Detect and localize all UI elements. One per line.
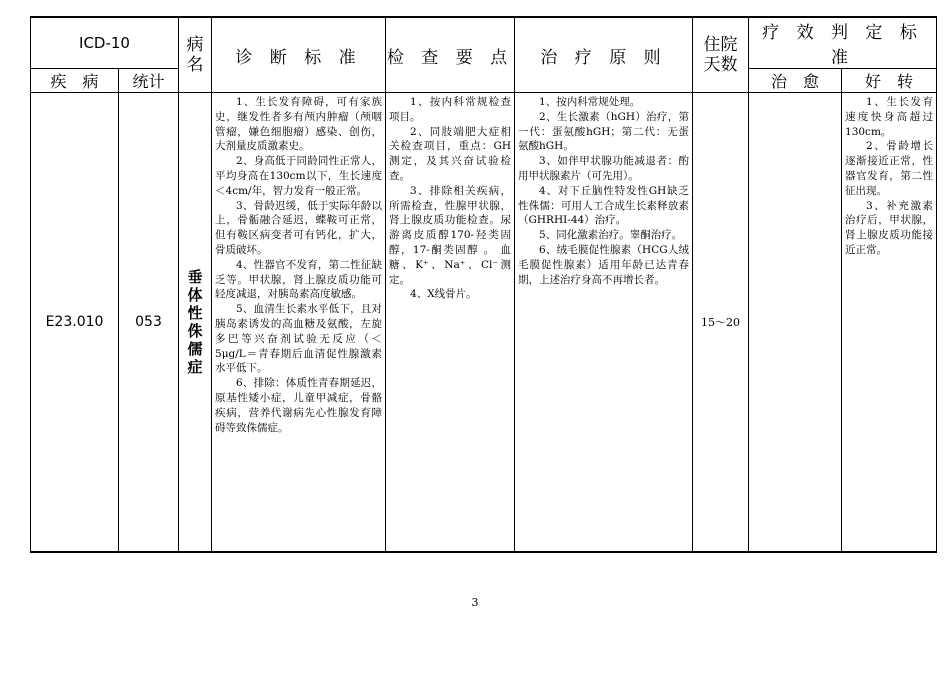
diagnosis-cell (212, 93, 386, 552)
hospital-days-cell: 15～20 (693, 93, 749, 552)
diagnosis-item: 2、身高低于同龄同性正常人，平均身高在130cm以下，生长速度＜4cm/年，智力发育一般正常。 (215, 155, 383, 197)
treatment-item: 1、按内科常规处理。 (539, 96, 641, 108)
disease-name-header (179, 17, 212, 93)
stat-header: 统计 (119, 69, 179, 93)
cure-header: 治 愈 (749, 69, 842, 93)
disease-char: 侏 (187, 321, 203, 340)
cure-cell (749, 93, 842, 552)
treatment-item: 6、绒毛膜促性腺素（HCG人绒毛膜促性腺素）适用年龄已达青春期，上述治疗身高不再增长者。 (518, 243, 690, 286)
outcome-header: 疗 效 判 定 标 准 (749, 17, 937, 69)
exam-header: 检 查 要 点 (386, 17, 515, 93)
disease-name-cell (179, 93, 212, 552)
icd-code-cell: E23.010 (31, 93, 119, 552)
improve-header: 好 转 (842, 69, 937, 93)
exam-item: 1、按内科常规检查项目。 (389, 96, 512, 123)
diagnosis-item: 3、骨龄迟缓，低于实际年龄以上，骨骺融合延迟，蝶鞍可正常，但有鞍区病变者可有钙化，扩大，骨质破坏。 (215, 199, 383, 256)
disease-char: 性 (187, 303, 203, 322)
diagnosis-header: 诊 断 标 准 (212, 17, 386, 93)
disease-char: 症 (187, 357, 203, 376)
disease-name-header-text: 病名 (186, 35, 204, 75)
disease-char: 体 (187, 285, 203, 304)
treatment-cell (515, 93, 693, 552)
diagnosis-item: 5、血清生长素水平低下，且对胰岛素诱发的高血糖及氨酸，左旋多巴等兴奋剂试验无反应（＜5μg/L＝青春期后血清促性腺激素水平低下。 (215, 303, 383, 375)
hospital-days-header (693, 17, 749, 93)
treatment-item: 2、生长激素（hGH）治疗，第一代：蛋氨酸hGH；第二代：无蛋氨酸hGH。 (518, 110, 690, 153)
treatment-item: 5、同化激素治疗。睾酮治疗。 (539, 229, 683, 242)
disease-char: 垂 (187, 267, 203, 286)
disease-char: 儒 (187, 339, 203, 358)
exam-item: 2、同肢端肥大症相关检查项目，重点：GH测定，及其兴奋试验检查。 (389, 125, 512, 182)
disease-header: 疾 病 (31, 69, 119, 93)
diagnosis-standard-table (30, 16, 937, 553)
exam-cell (386, 93, 515, 552)
stat-code-cell: 053 (119, 93, 179, 552)
hospital-days-header-text: 住院天数 (703, 35, 738, 75)
exam-item: 4、X线骨片。 (410, 288, 477, 301)
diagnosis-item: 4、性器官不发育，第二性征缺乏等。甲状腺，肾上腺皮质功能可轻度减退，对胰岛素高度敏感。 (215, 258, 383, 301)
improve-item: 1、生长发育速度快身高超过130cm。 (845, 96, 934, 138)
improve-cell (842, 93, 937, 552)
icd10-header: ICD-10 (31, 17, 179, 69)
improve-item: 3、补充激素治疗后，甲状腺，肾上腺皮质功能接近正常。 (845, 199, 934, 256)
diagnosis-item: 1、生长发育障碍，可有家族史，继发性者多有颅内肿瘤（颅咽管瘤，嫌色细胞瘤）感染、创伤，大剂量皮质激素史。 (215, 96, 383, 153)
exam-item: 3、排除相关疾病，所需检查，性腺甲状腺，肾上腺皮质功能检查。尿游离皮质醇170-羟类固醇，17-酮类固醇 。 血糖、K⁺、Na⁺、Cl⁻测定。 (389, 184, 512, 286)
treatment-item: 3、如伴甲状腺功能减退者：酌用甲状腺素片（可先用）。 (518, 155, 690, 182)
diagnosis-item: 6、排除：体质性青春期延迟，原基性矮小症，儿童甲减症，骨骼疾病，营养代谢病先心性腺发育障碍等致侏儒症。 (215, 377, 383, 434)
improve-item: 2、骨龄增长逐渐接近正常，性器官发育，第二性征出现。 (845, 140, 934, 197)
treatment-header: 治 疗 原 则 (515, 17, 693, 93)
page-number: 3 (471, 596, 479, 609)
treatment-item: 4、对下丘脑性特发性GH缺乏性侏儒：可用人工合成生长素释放素（GHRHI-44）治疗。 (518, 184, 690, 227)
